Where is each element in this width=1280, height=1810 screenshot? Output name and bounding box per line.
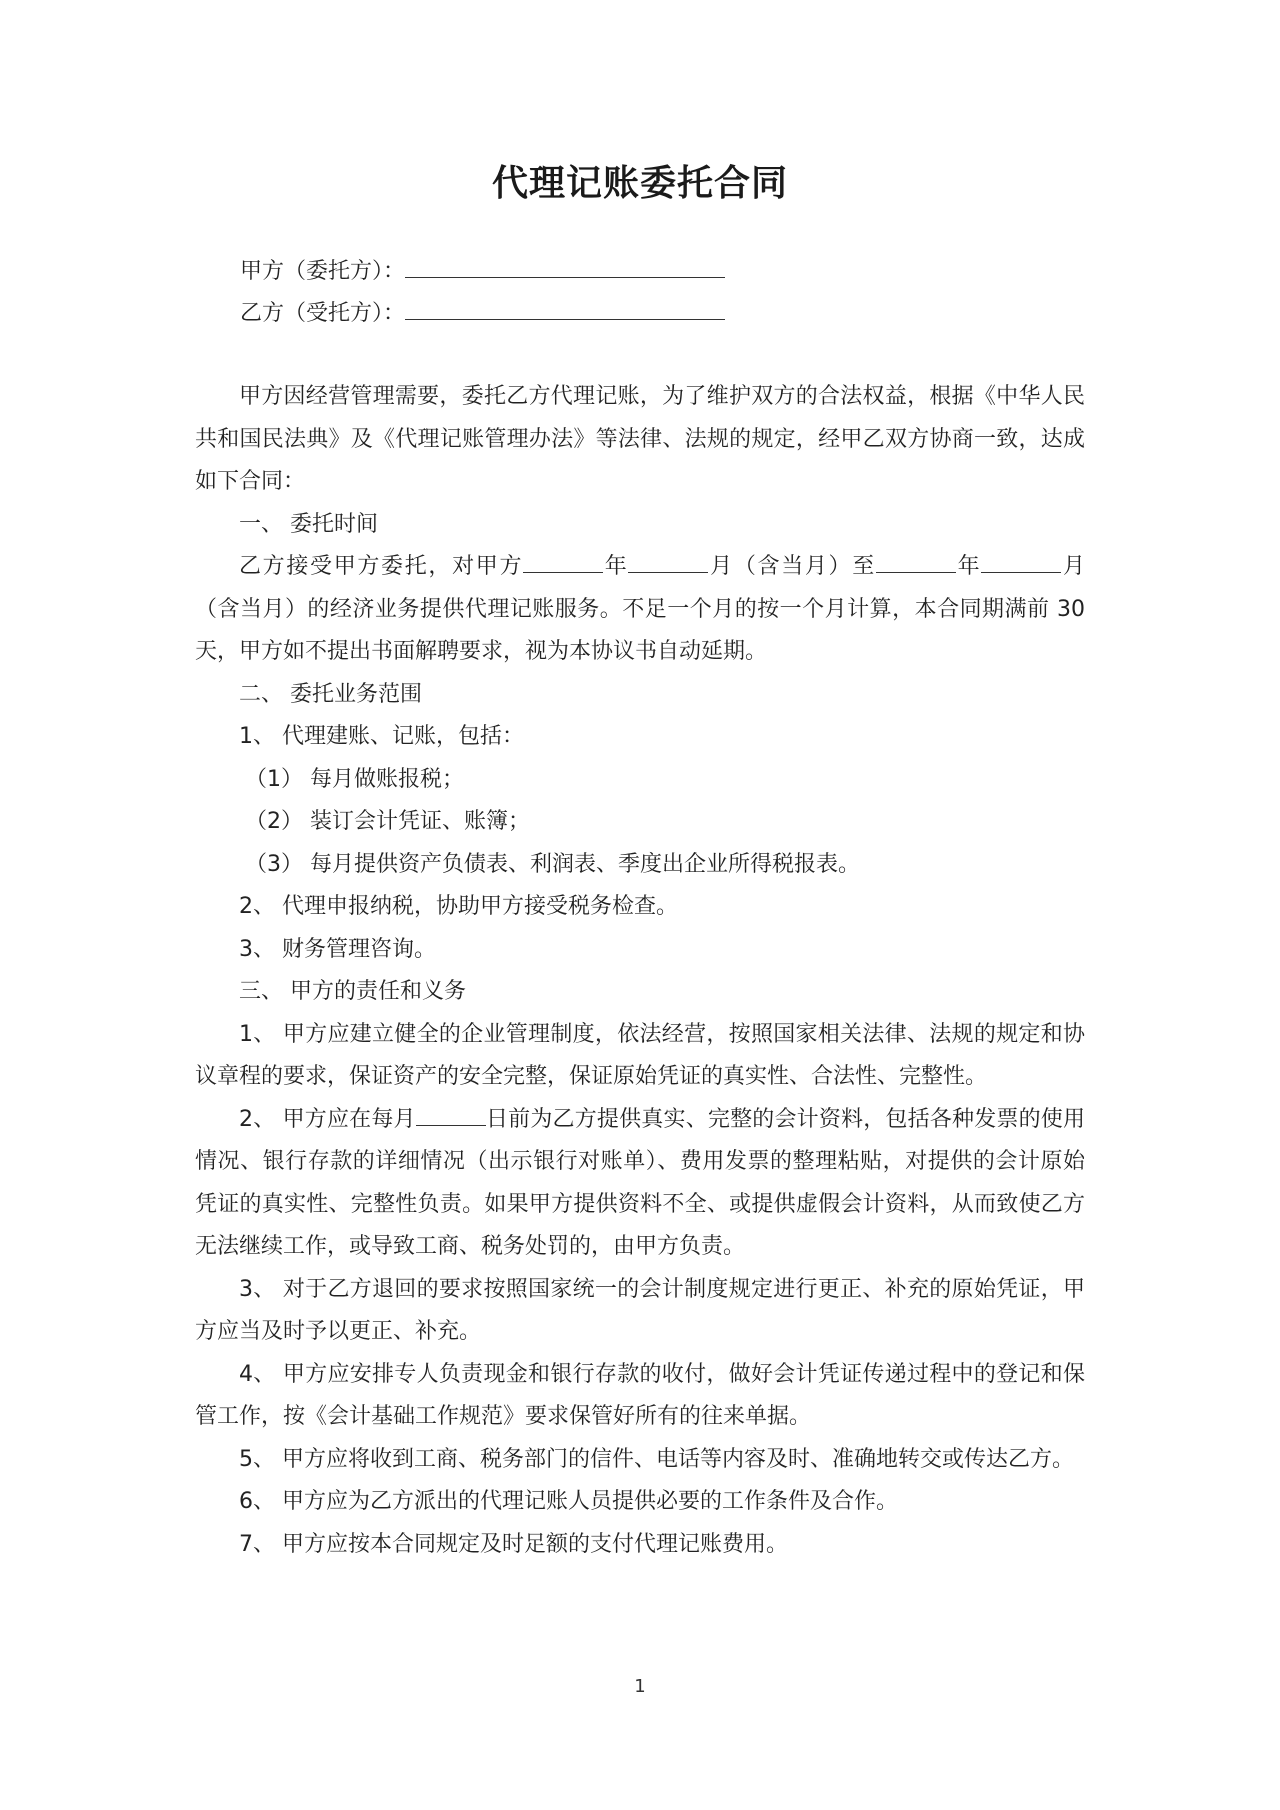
end-year-blank bbox=[876, 550, 956, 573]
section1-year1: 年 bbox=[603, 554, 629, 579]
s2-item-1: 1、 代理建账、记账，包括： bbox=[239, 724, 524, 749]
section1-month1: 月（含当月）至 bbox=[708, 554, 876, 579]
s2-item-3: 3、 财务管理咨询。 bbox=[239, 936, 436, 962]
s2-item-1-sub-1: （1） 每月做账报税； bbox=[245, 766, 464, 792]
s3-item-1: 1、 甲方应建立健全的企业管理制度，依法经营，按照国家相关法律、法规的规定和协议章程的要求，保证资产的安全完整，保证原始凭证的真实性、合法性、完整性。 bbox=[195, 1021, 1085, 1089]
s2-item-2: 2、 代理申报纳税，协助甲方接受税务检查。 bbox=[239, 894, 678, 919]
party-b-blank bbox=[405, 297, 725, 320]
page-title: 代理记账委托合同 bbox=[491, 163, 788, 204]
party-b-label: 乙方（受托方）： bbox=[240, 301, 406, 326]
section1-year2: 年 bbox=[955, 554, 982, 579]
contract-body bbox=[195, 376, 1085, 1566]
s2-item-1-sub-2: （2） 装订会计凭证、账簿； bbox=[245, 809, 530, 834]
s3-item-2-b: 日前为乙方提供真实、完整的会计资料，包括各种发票的使用情况、银行存款的详细情况（出示银行对账单）、费用发票的整理粘贴，对提供的会计原始凭证的真实性、完整性负责。如果甲方提供资料不全、或提供虚假会计资料，从而致使乙方无法继续工作，或导致工商、税务处罚的，由甲方负责。 bbox=[195, 1106, 1085, 1259]
start-year-blank bbox=[523, 550, 603, 573]
page-number: 1 bbox=[634, 1676, 646, 1697]
s3-item-5: 5、 甲方应将收到工商、税务部门的信件、电话等内容及时、准确地转交或传达乙方。 bbox=[239, 1446, 1074, 1472]
s3-item-4: 4、 甲方应安排专人负责现金和银行存款的收付，做好会计凭证传递过程中的登记和保管工作，按《会计基础工作规范》要求保管好所有的往来单据。 bbox=[195, 1361, 1085, 1429]
s3-item-3: 3、 对于乙方退回的要求按照国家统一的会计制度规定进行更正、补充的原始凭证，甲方应当及时予以更正、补充。 bbox=[195, 1276, 1085, 1344]
s3-item-7: 7、 甲方应按本合同规定及时足额的支付代理记账费用。 bbox=[239, 1531, 788, 1557]
deadline-day-blank bbox=[416, 1103, 486, 1126]
section-heading-1: 一、 委托时间 bbox=[239, 511, 378, 537]
s3-item-2-a: 2、 甲方应在每月 bbox=[239, 1106, 416, 1132]
party-a-line bbox=[240, 255, 725, 287]
section1-month2: 月（含当月）的经济业务提供代理记账服务。不足一个月的按一个月计算，本合同期满前 30 天，甲方如不提出书面解聘要求，视为本协议书自动延期。 bbox=[195, 554, 1085, 664]
end-month-blank bbox=[981, 550, 1061, 573]
section1-text-a: 乙方接受甲方委托，对甲方 bbox=[239, 554, 524, 579]
party-a-label: 甲方（委托方）： bbox=[240, 259, 406, 284]
s2-item-1-sub-3: （3） 每月提供资产负债表、利润表、季度出企业所得税报表。 bbox=[245, 851, 860, 877]
intro-paragraph: 甲方因经营管理需要，委托乙方代理记账，为了维护双方的合法权益，根据《中华人民共和国民法典》及《代理记账管理办法》等法律、法规的规定，经甲乙双方协商一致，达成如下合同： bbox=[195, 384, 1085, 494]
s3-item-2 bbox=[195, 1099, 1085, 1269]
section-heading-2: 二、 委托业务范围 bbox=[239, 681, 422, 707]
section-heading-3: 三、 甲方的责任和义务 bbox=[239, 979, 466, 1004]
s3-item-6: 6、 甲方应为乙方派出的代理记账人员提供必要的工作条件及合作。 bbox=[239, 1489, 898, 1514]
start-month-blank bbox=[628, 550, 708, 573]
party-b-line bbox=[240, 297, 725, 329]
section1-paragraph bbox=[195, 546, 1085, 674]
party-a-blank bbox=[405, 255, 725, 278]
